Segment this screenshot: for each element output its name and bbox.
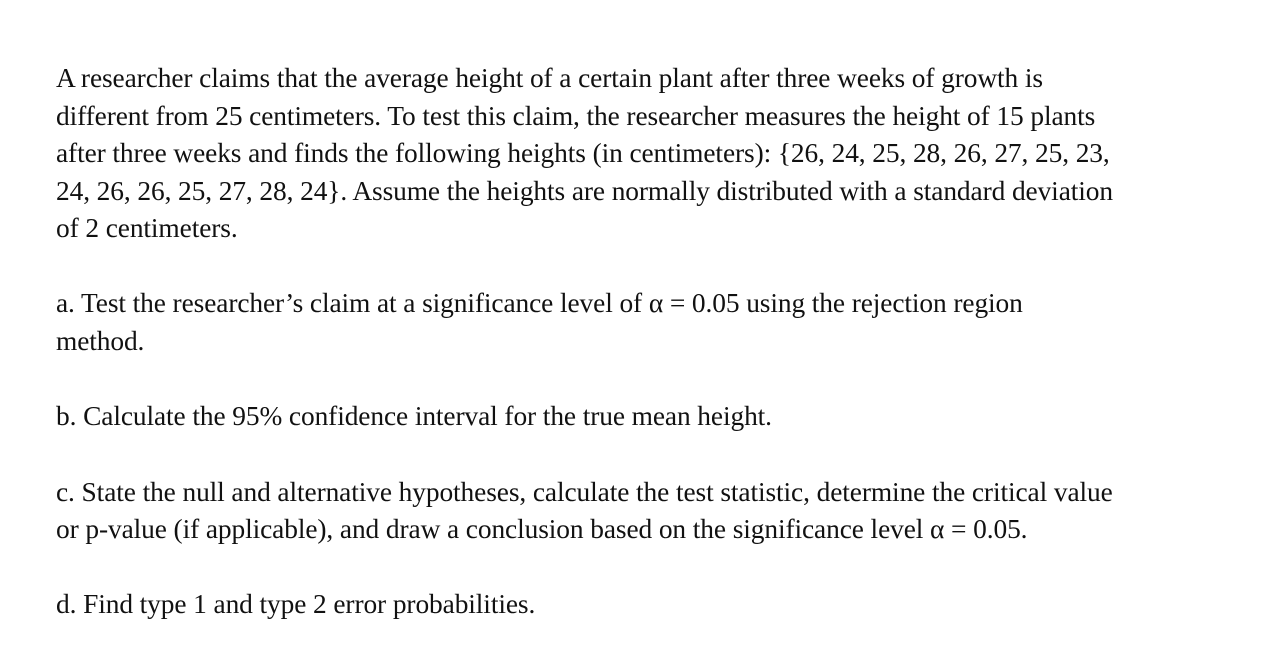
question-b: b. Calculate the 95% confidence interval for the true mean height.	[56, 401, 772, 432]
question-d: d. Find type 1 and type 2 error probabilities.	[56, 588, 536, 619]
question-a: a. Test the researcher’s claim at a significance level of α = 0.05 using the rejection region method.	[56, 287, 1023, 356]
question-c: c. State the null and alternative hypotheses, calculate the test statistic, determine the critical value or p-value (if applicable), and draw a conclusion based on the significance level α = 0.05.	[56, 476, 1113, 545]
document-body	[56, 60, 1231, 624]
problem-statement: A researcher claims that the average height of a certain plant after three weeks of growth is different from 25 centimeters. To test this claim, the researcher measures the height of 15 plants after three weeks and finds the following heights (in centimeters): {26, 24, 25, 28, 26, 27, 25, 23, 24, 26, 26, 25, 27, 28, 24}. Assume the heights are normally distributed with a standard deviation of 2 centimeters.	[56, 63, 1113, 244]
